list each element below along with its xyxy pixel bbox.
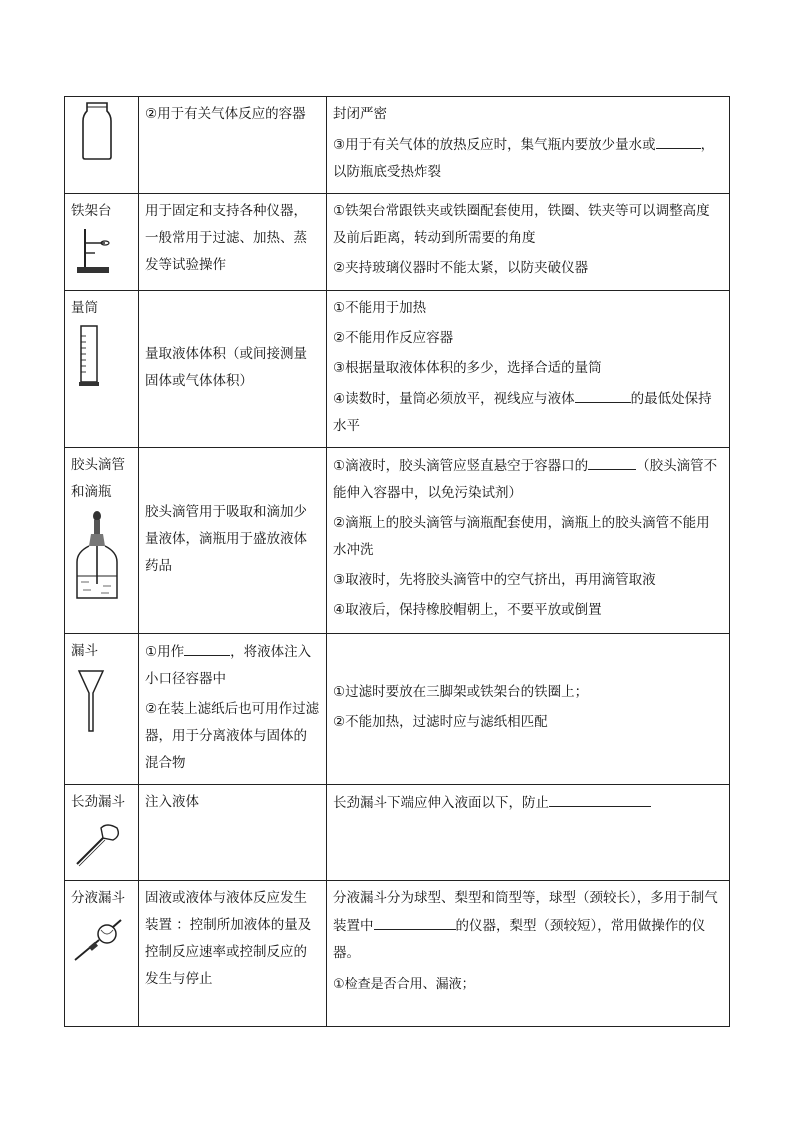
usage-cell bbox=[139, 881, 327, 1027]
table-row bbox=[65, 194, 730, 291]
notes-cell bbox=[327, 634, 730, 785]
wide-mouth-gas-bottle-icon bbox=[79, 101, 115, 161]
instrument-name: 量筒 bbox=[71, 300, 98, 316]
notes-cell bbox=[327, 881, 730, 1027]
usage-text: 固液或液体与液体反应发生装置 ：控制所加液体的量及控制反应速率或控制反应的发生与停止 bbox=[145, 890, 312, 987]
note-text: ③取液时，先将胶头滴管中的空气挤出，再用滴管取液 bbox=[333, 572, 656, 588]
usage-text: 注入液体 bbox=[145, 794, 199, 810]
answer-blank bbox=[575, 385, 631, 403]
table-row bbox=[65, 881, 730, 1027]
instrument-cell bbox=[65, 881, 139, 1027]
notes-cell bbox=[327, 785, 730, 881]
usage-text: ②在装上滤纸后也可用作过滤器，用于分离液体与固体的混合物 bbox=[145, 701, 320, 771]
note-text bbox=[333, 385, 723, 440]
notes-cell bbox=[327, 291, 730, 448]
note-text: ②不能加热，过滤时应与滤纸相匹配 bbox=[333, 714, 548, 730]
note-text bbox=[333, 789, 723, 817]
usage-part: ①用作 bbox=[145, 644, 185, 660]
instrument-cell bbox=[65, 634, 139, 785]
note-text: ①不能用于加热 bbox=[333, 300, 427, 316]
usage-cell bbox=[139, 448, 327, 634]
note-text bbox=[333, 885, 723, 967]
note-text: ②滴瓶上的胶头滴管与滴瓶配套使用，滴瓶上的胶头滴管不能用水冲洗 bbox=[333, 515, 710, 558]
instrument-cell bbox=[65, 194, 139, 291]
note-text: ①过滤时要放在三脚架或铁架台的铁圈上； bbox=[333, 684, 589, 700]
note-part: 长劲漏斗下端应伸入液面以下，防止 bbox=[333, 795, 549, 811]
usage-part: ，将液体注入小口径容器中 bbox=[145, 644, 312, 687]
funnel-icon bbox=[77, 669, 107, 733]
answer-blank bbox=[588, 452, 636, 470]
note-part: 的最低处保持水平 bbox=[333, 391, 712, 434]
usage-cell bbox=[139, 97, 327, 194]
table-row bbox=[65, 634, 730, 785]
answer-blank bbox=[549, 789, 651, 807]
note-text bbox=[333, 452, 723, 507]
usage-text: 量取液体体积（或间接测量固体或气体体积） bbox=[145, 345, 307, 389]
instrument-cell bbox=[65, 785, 139, 881]
note-part: （胶头滴管不能伸入容器中，以免污染试剂） bbox=[333, 458, 718, 501]
note-text: ①检查是否合用、漏液； bbox=[333, 977, 475, 992]
iron-stand-icon bbox=[75, 225, 115, 275]
note-part: ，以防瓶底受热炸裂 bbox=[333, 137, 715, 180]
note-part: 分液漏斗分为球型、梨型和筒型等，球型（颈较长），多用于制气装置中 bbox=[333, 890, 718, 934]
instrument-name: 胶头滴管和滴瓶 bbox=[71, 457, 125, 500]
table-row bbox=[65, 448, 730, 634]
instrument-cell bbox=[65, 448, 139, 634]
long-neck-funnel-icon bbox=[73, 818, 125, 868]
usage-cell bbox=[139, 785, 327, 881]
table-row bbox=[65, 785, 730, 881]
instrument-name: 分液漏斗 bbox=[71, 890, 125, 906]
note-text: ①铁架台常跟铁夹或铁圈配套使用，铁圈、铁夹等可以调整高度及前后距离，转动到所需要的角度 bbox=[333, 203, 710, 246]
separatory-funnel-icon bbox=[71, 916, 127, 964]
note-text: ④取液后，保持橡胶帽朝上，不要平放或倒置 bbox=[333, 602, 602, 618]
notes-cell bbox=[327, 448, 730, 634]
note-part: ③用于有关气体的放热反应时，集气瓶内要放少量水或 bbox=[333, 137, 656, 153]
answer-blank bbox=[374, 912, 456, 930]
note-part: ①滴液时，胶头滴管应竖直悬空于容器口的 bbox=[333, 458, 589, 474]
instrument-cell bbox=[65, 97, 139, 194]
table-row bbox=[65, 291, 730, 448]
note-part: ④读数时，量筒必须放平，视线应与液体 bbox=[333, 391, 575, 407]
notes-cell bbox=[327, 194, 730, 291]
note-text bbox=[333, 131, 723, 186]
usage-cell bbox=[139, 194, 327, 291]
usage-cell bbox=[139, 634, 327, 785]
notes-cell bbox=[327, 97, 730, 194]
usage-cell bbox=[139, 291, 327, 448]
instrument-cell bbox=[65, 291, 139, 448]
table-row bbox=[65, 97, 730, 194]
usage-text: 胶头滴管用于吸取和滴加少量液体，滴瓶用于盛放液体药品 bbox=[145, 503, 307, 574]
answer-blank bbox=[184, 638, 230, 656]
graduated-cylinder-icon bbox=[75, 324, 105, 388]
note-text: ②夹持玻璃仪器时不能太紧，以防夹破仪器 bbox=[333, 260, 589, 276]
instrument-name: 铁架台 bbox=[71, 203, 112, 219]
note-text: ③根据量取液体体积的多少，选择合适的量筒 bbox=[333, 360, 602, 376]
usage-text bbox=[145, 638, 320, 693]
usage-text: ②用于有关气体反应的容器 bbox=[145, 106, 306, 122]
note-text: ②不能用作反应容器 bbox=[333, 330, 454, 346]
note-part: 的仪器，梨型（颈较短），常用做操作的仪器。 bbox=[333, 918, 706, 961]
dropper-bottle-icon bbox=[73, 510, 121, 602]
note-text: 封闭严密 bbox=[333, 106, 387, 122]
instrument-name: 长劲漏斗 bbox=[71, 794, 125, 810]
instrument-table bbox=[64, 96, 730, 1027]
answer-blank bbox=[656, 131, 701, 149]
usage-text: 用于固定和支持各种仪器，一般常用于过滤、加热、蒸发等试验操作 bbox=[145, 203, 307, 273]
instrument-name: 漏斗 bbox=[71, 643, 98, 659]
